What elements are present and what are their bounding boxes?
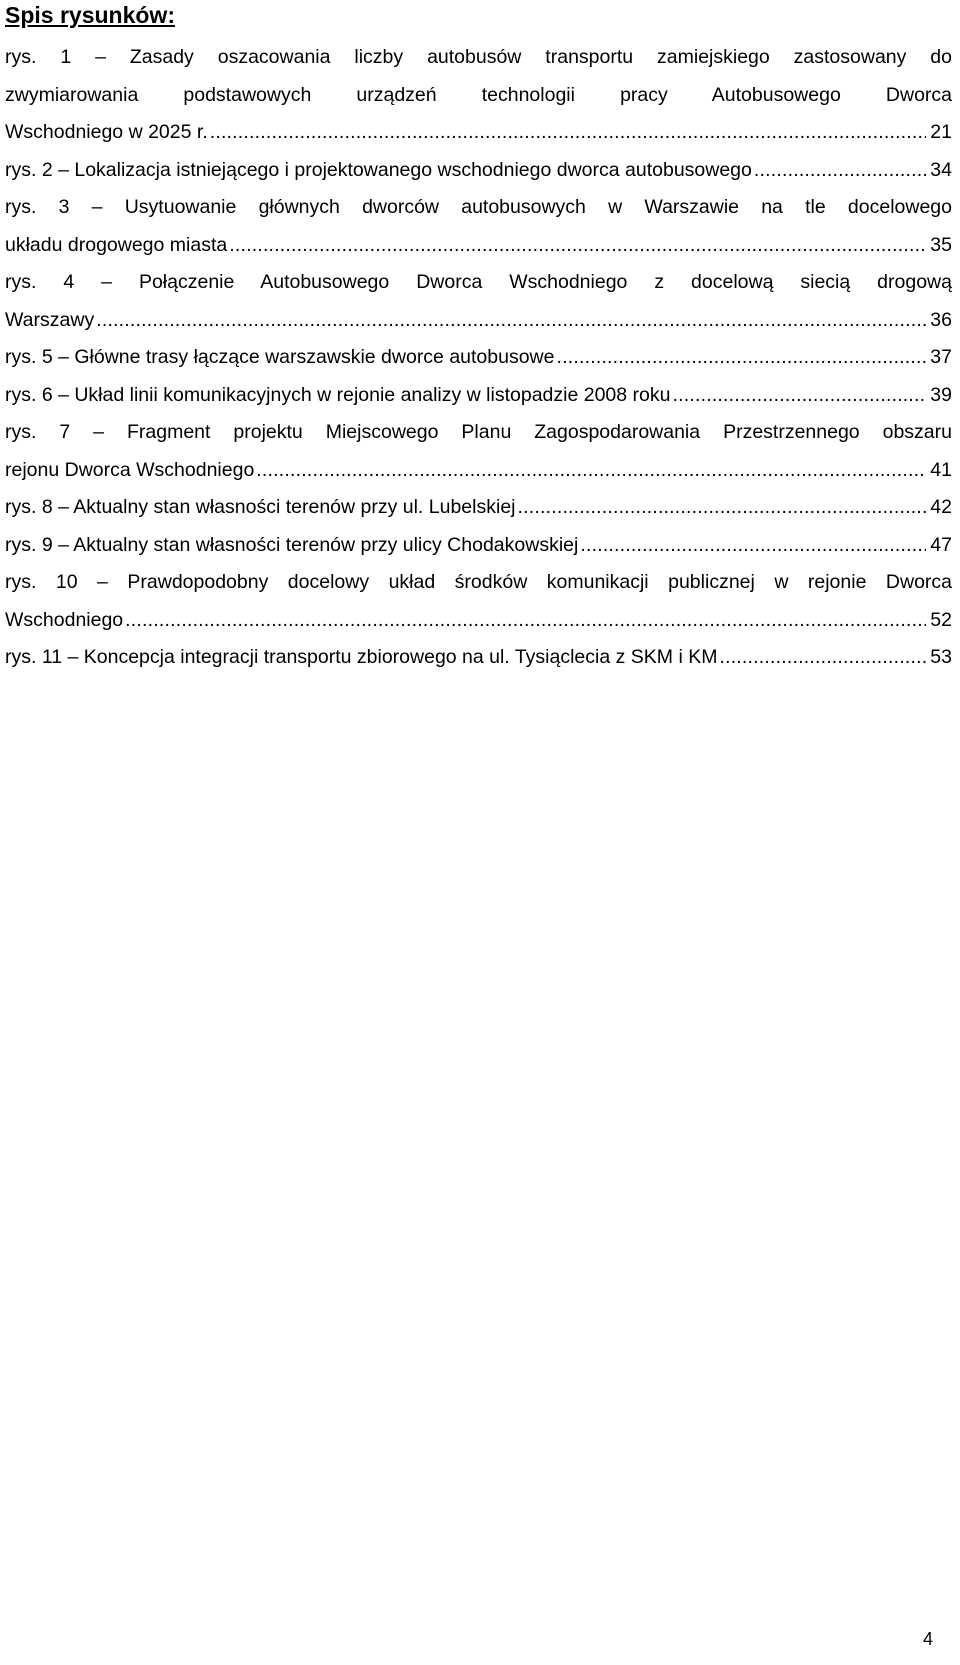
toc-entry[interactable] (5, 414, 952, 489)
entry-text: rys. 6 – Układ linii komunikacyjnych w rejonie analizy w listopadzie 2008 roku (5, 383, 671, 406)
entry-text: rys. 5 – Główne trasy łączące warszawskie dworce autobusowe (5, 346, 555, 368)
entry-page-number: 36 (930, 308, 952, 331)
page-number: 4 (922, 1629, 933, 1649)
entry-last-line (5, 302, 952, 340)
entry-text: rys. 2 – Lokalizacja istniejącego i projektowanego wschodniego dworca autobusowego (5, 158, 752, 181)
entry-last-line (5, 602, 952, 640)
entry-text: rys. 8 – Aktualny stan własności terenów przy ul. Lubelskiej (5, 496, 516, 518)
dot-leader (672, 377, 926, 415)
dot-leader (210, 114, 927, 152)
dot-leader (557, 339, 927, 377)
entry-last-line (5, 489, 952, 527)
entry-page-number: 47 (930, 533, 952, 556)
entry-last-line (5, 152, 952, 190)
entry-page-number: 35 (930, 233, 952, 256)
entry-text: rys. 11 – Koncepcja integracji transportu zbiorowego na ul. Tysiąclecia z SKM i KM (5, 646, 718, 668)
dot-leader (229, 227, 926, 265)
document-page (5, 0, 952, 677)
entry-page-number: 41 (930, 458, 952, 481)
entry-last-line (5, 227, 952, 265)
toc-entry[interactable] (5, 489, 952, 527)
entry-line: rys. 7 – Fragment projektu Miejscowego Planu Zagospodarowania Przestrzennego obszaru (5, 421, 952, 443)
entry-last-line (5, 377, 952, 415)
dot-leader (754, 152, 926, 190)
entry-page-number: 34 (930, 158, 952, 181)
toc-entry[interactable] (5, 564, 952, 639)
entry-last-line (5, 339, 952, 377)
entry-page-number: 52 (930, 608, 952, 631)
entry-text: rys. 9 – Aktualny stan własności terenów przy ulicy Chodakowskiej (5, 533, 579, 556)
entry-page-number: 53 (930, 646, 952, 668)
dot-leader (518, 489, 927, 527)
entry-text: rejonu Dworca Wschodniego (5, 458, 255, 481)
toc-entry[interactable] (5, 39, 952, 152)
dot-leader (125, 602, 926, 640)
toc-entry[interactable] (5, 339, 952, 377)
entry-line: rys. 4 – Połączenie Autobusowego Dworca Wschodniego z docelową siecią drogową (5, 271, 952, 293)
entry-line: rys. 1 – Zasady oszacowania liczby autobusów transportu zamiejskiego zastosowany do (5, 46, 952, 68)
entry-page-number: 39 (930, 383, 952, 406)
toc-entry[interactable] (5, 377, 952, 415)
toc-entry[interactable] (5, 264, 952, 339)
entry-last-line (5, 452, 952, 490)
entry-page-number: 42 (930, 496, 952, 518)
dot-leader (719, 639, 926, 677)
entry-line: zwymiarowania podstawowych urządzeń technologii pracy Autobusowego Dworca (5, 83, 952, 106)
dot-leader (96, 302, 926, 340)
section-title: Spis rysunków: (5, 2, 175, 28)
entry-text: układu drogowego miasta (5, 233, 228, 256)
dot-leader (580, 527, 926, 565)
entry-last-line (5, 639, 952, 677)
list-of-figures (5, 39, 952, 677)
entry-page-number: 37 (930, 346, 952, 368)
toc-entry[interactable] (5, 189, 952, 264)
entry-line: rys. 3 – Usytuowanie głównych dworców autobusowych w Warszawie na tle docelowego (5, 196, 952, 218)
toc-entry[interactable] (5, 639, 952, 677)
entry-text: Wschodniego w 2025 r. (5, 121, 208, 143)
entry-line: rys. 10 – Prawdopodobny docelowy układ środków komunikacji publicznej w rejonie Dworca (5, 571, 952, 593)
toc-entry[interactable] (5, 152, 952, 190)
entry-text: Warszawy (5, 308, 95, 331)
entry-last-line (5, 527, 952, 565)
entry-last-line (5, 114, 952, 152)
toc-entry[interactable] (5, 527, 952, 565)
entry-text: Wschodniego (5, 608, 124, 631)
entry-page-number: 21 (930, 121, 952, 143)
dot-leader (256, 452, 926, 490)
